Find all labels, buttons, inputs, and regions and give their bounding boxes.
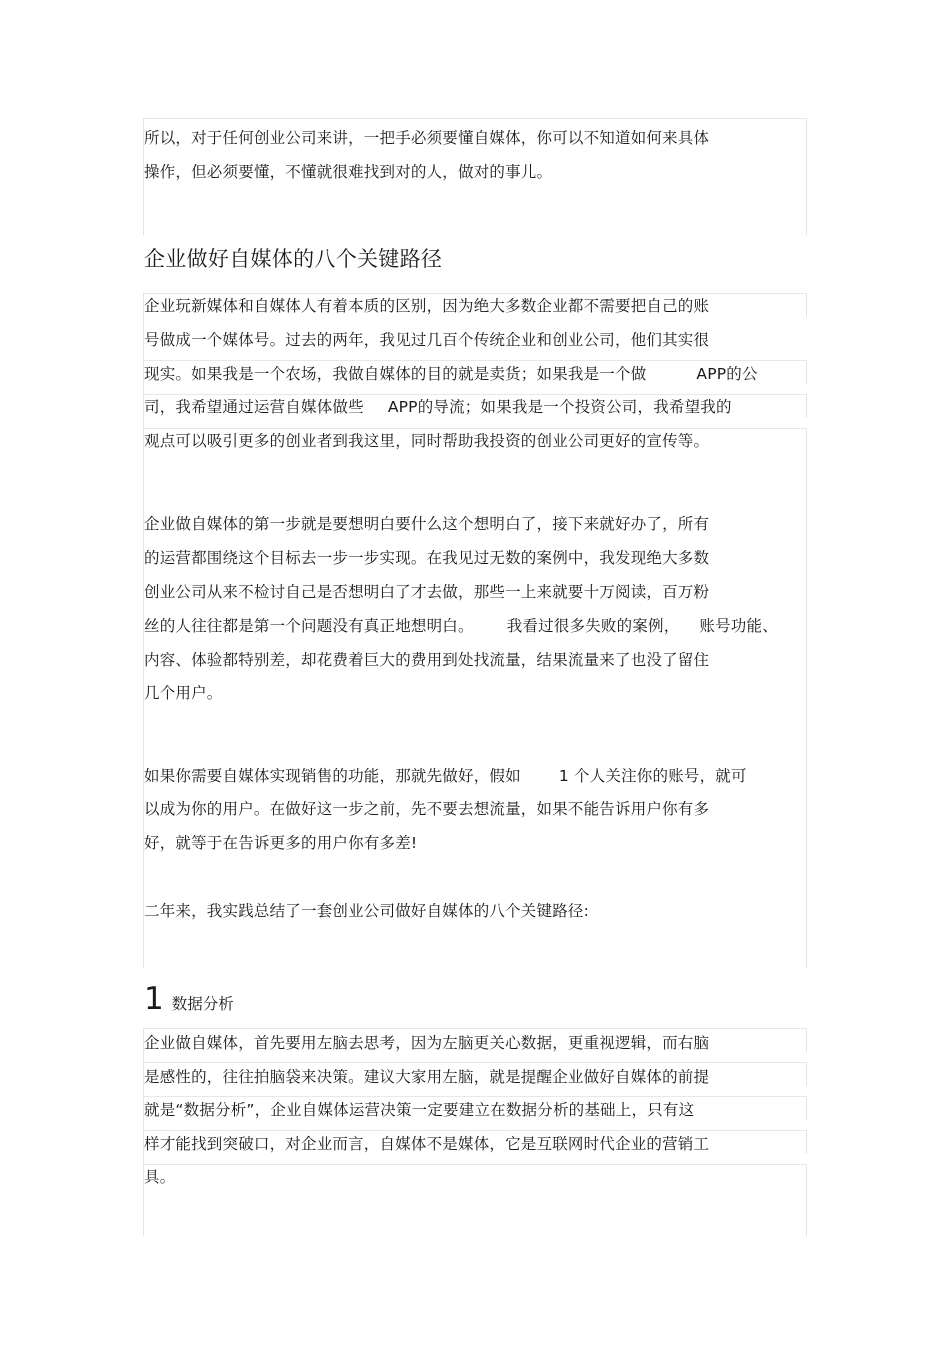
- paragraph2-line-4-a: 丝的人往往都是第一个问题没有真正地想明白。: [144, 617, 474, 635]
- frame-line: [143, 360, 807, 361]
- paragraph1-line-4-a: 司，我希望通过运营自媒体做些: [144, 398, 364, 416]
- paragraph1-line-4-b: APP的导流；如果我是一个投资公司，我希望我的: [387, 398, 732, 416]
- frame-line: [143, 1028, 807, 1029]
- paragraph3-line-1: [144, 766, 809, 786]
- paragraph1-line-5: 观点可以吸引更多的创业者到我这里，同时帮助我投资的创业公司更好的宣传等。: [144, 432, 710, 450]
- paragraph5-line-3: 就是“数据分析”，企业自媒体运营决策一定要建立在数据分析的基础上，只有这: [144, 1101, 695, 1119]
- paragraph2-line-4-c: 账号功能、: [699, 617, 778, 635]
- paragraph3-line-3: 好，就等于在告诉更多的用户你有多差!: [144, 834, 418, 852]
- paragraph1-line-1: 企业玩新媒体和自媒体人有着本质的区别，因为绝大多数企业都不需要把自己的账: [144, 297, 710, 315]
- paragraph2-line-2: 的运营都围绕这个目标去一步一步实现。在我见过无数的案例中，我发现绝大多数: [144, 549, 710, 567]
- subsection-title: 数据分析: [171, 995, 234, 1013]
- section-title: 企业做好自媒体的八个关键路径: [144, 247, 443, 271]
- paragraph2-line-6: 几个用户。: [144, 684, 223, 702]
- paragraph4-line: 二年来，我实践总结了一套创业公司做好自媒体的八个关键路径:: [144, 902, 590, 920]
- frame-line: [143, 293, 807, 294]
- frame-line: [143, 1028, 144, 1236]
- frame-line: [143, 1130, 807, 1131]
- frame-line: [143, 1062, 807, 1063]
- paragraph1-line-3-b: APP的公: [696, 365, 758, 383]
- paragraph5-line-4: 样才能找到突破口，对企业而言，自媒体不是媒体，它是互联网时代企业的营销工: [144, 1135, 710, 1153]
- paragraph2-line-1: 企业做自媒体的第一步就是要想明白要什么这个想明白了，接下来就好办了，所有: [144, 515, 710, 533]
- intro-line-2: 操作，但必须要懂，不懂就很难找到对的人，做对的事儿。: [144, 163, 553, 181]
- paragraph2-line-4-b: 我看过很多失败的案例，: [506, 617, 680, 635]
- paragraph1-line-3-a: 现实。如果我是一个农场，我做自媒体的目的就是卖货；如果我是一个做: [144, 365, 647, 383]
- intro-line-1: 所以，对于任何创业公司来讲，一把手必须要懂自媒体，你可以不知道如何来具体: [144, 129, 710, 147]
- subsection-number: 1: [144, 981, 164, 1017]
- paragraph3-line-2: 以成为你的用户。在做好这一步之前，先不要去想流量，如果不能告诉用户你有多: [144, 800, 710, 818]
- paragraph1-line-2: 号做成一个媒体号。过去的两年，我见过几百个传统企业和创业公司，他们其实很: [144, 331, 710, 349]
- frame-line: [143, 1164, 807, 1165]
- paragraph3-line-1-b: 1 个人关注你的账号，就可: [558, 767, 747, 785]
- paragraph2-line-5: 内容、体验都特别差，却花费着巨大的费用到处找流量，结果流量来了也没了留住: [144, 651, 710, 669]
- paragraph5-line-1: 企业做自媒体，首先要用左脑去思考，因为左脑更关心数据，更重视逻辑，而右脑: [144, 1034, 710, 1052]
- paragraph2-line-3: 创业公司从来不检讨自己是否想明白了才去做，那些一上来就要十万阅读，百万粉: [144, 583, 710, 601]
- paragraph1-line-3: [144, 364, 809, 384]
- frame-line: [143, 118, 807, 119]
- paragraph3-line-1-a: 如果你需要自媒体实现销售的功能，那就先做好，假如: [144, 767, 521, 785]
- frame-line: [143, 428, 807, 429]
- paragraph5-line-2: 是感性的，往往拍脑袋来决策。建议大家用左脑，就是提醒企业做好自媒体的前提: [144, 1068, 710, 1086]
- frame-line: [143, 1096, 807, 1097]
- paragraph5-line-5: 具。: [144, 1168, 176, 1186]
- subsection-heading: [144, 982, 234, 1016]
- frame-line: [143, 394, 807, 395]
- paragraph1-line-4: [144, 397, 809, 417]
- paragraph2-line-4: [144, 616, 809, 636]
